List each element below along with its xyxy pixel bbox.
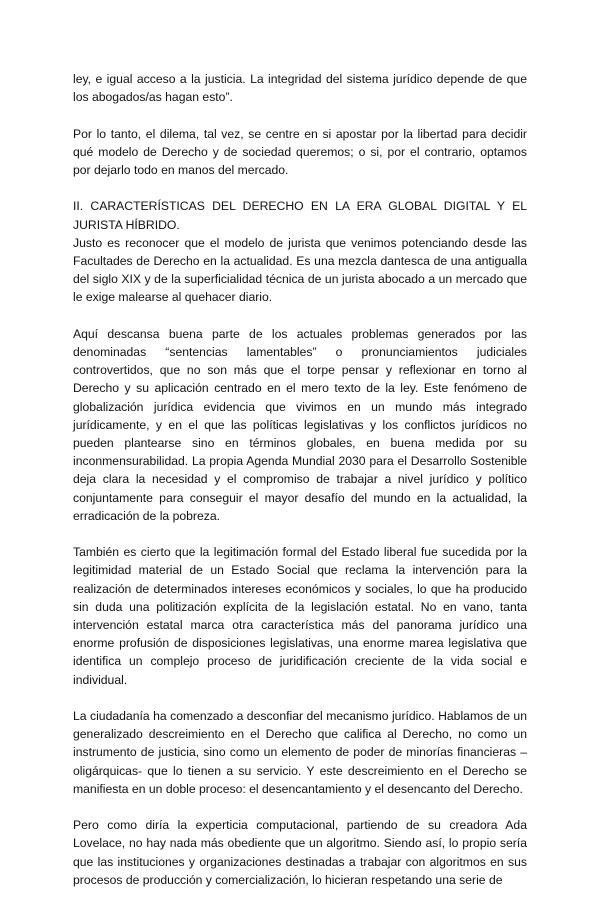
paragraph-social-state: También es cierto que la legitimación formal del Estado liberal fue sucedida por la legitimidad material de un Estado Social que reclama la intervención para la realización de determinados intereses económicos y sociales, lo que ha producido sin duda una politización explícita de la legislación estatal. No en vano, tanta intervención estatal marca otra característica más del panorama jurídico una enorme profusión de disposiciones legislativas, una enorme marea legislativa que identifica un complejo proceso de juridificación creciente de la vida social e individual. [73, 545, 527, 687]
paragraph-jurist-model: Justo es reconocer que el modelo de jurista que venimos potenciando desde las Facultades de Derecho en la actualidad. Es una mezcla dantesca de una antigualla del siglo XIX y de la superficialidad técnica de un jurista abocado a un mercado que le exige malearse al quehacer diario. [73, 235, 527, 305]
paragraph-globalization: Aquí descansa buena parte de los actuales problemas generados por las denominadas “sentencias lamentables” o pronunciamientos judiciales controvertidos, que no son más que el torpe pensar y reflexionar en torno al Derecho y su aplicación centrado en el mero texto de la ley. Este fenómeno de globalización jurídica evidencia que vivimos en un mundo más integrado jurídicamente, y en el que las políticas legislativas y los conflictos jurídicos no pueden plantearse sino en términos globales, en buena medida por su inconmensurabilidad. La propia Agenda Mundial 2030 para el Desarrollo Sostenible deja clara la necesidad y el compromiso de trabajar a nivel jurídico y político conjuntamente para conseguir el mayor desafío del mundo en la actualidad, la erradicación de la pobreza. [73, 326, 527, 523]
paragraph-distrust: La ciudadanía ha comenzado a desconfiar del mecanismo jurídico. Hablamos de un generalizado descreimiento en el Derecho que califica al Derecho, no como un instrumento de justicia, sino como un elemento de poder de minorías financieras –oligárquicas- que lo tienen a su servicio. Y este descreimiento en el Derecho se manifiesta en un doble proceso: el desencantamiento y el desencanto del Derecho. [73, 709, 527, 796]
paragraph-quote-end: ley, e igual acceso a la justicia. La integridad del sistema jurídico depende de que los abogados/as hagan esto”. [73, 72, 527, 105]
paragraph-algorithms: Pero como diría la experticia computacional, partiendo de su creadora Ada Lovelace, no hay nada más obediente que un algoritmo. Siendo así, lo propio sería que las instituciones y organizaciones destinadas a trabajar con algoritmos en sus procesos de producción y comercialización, lo hicieran respetando una serie de [73, 818, 527, 887]
section-heading: II. CARACTERÍSTICAS DEL DERECHO EN LA ERA GLOBAL DIGITAL Y EL JURISTA HÍBRIDO. [73, 199, 527, 232]
document-body [73, 70, 527, 907]
paragraph-dilemma: Por lo tanto, el dilema, tal vez, se centre en si apostar por la libertad para decidir qué modelo de Derecho y de sociedad queremos; o si, por el contrario, optamos por dejarlo todo en manos del mercado. [73, 126, 527, 177]
